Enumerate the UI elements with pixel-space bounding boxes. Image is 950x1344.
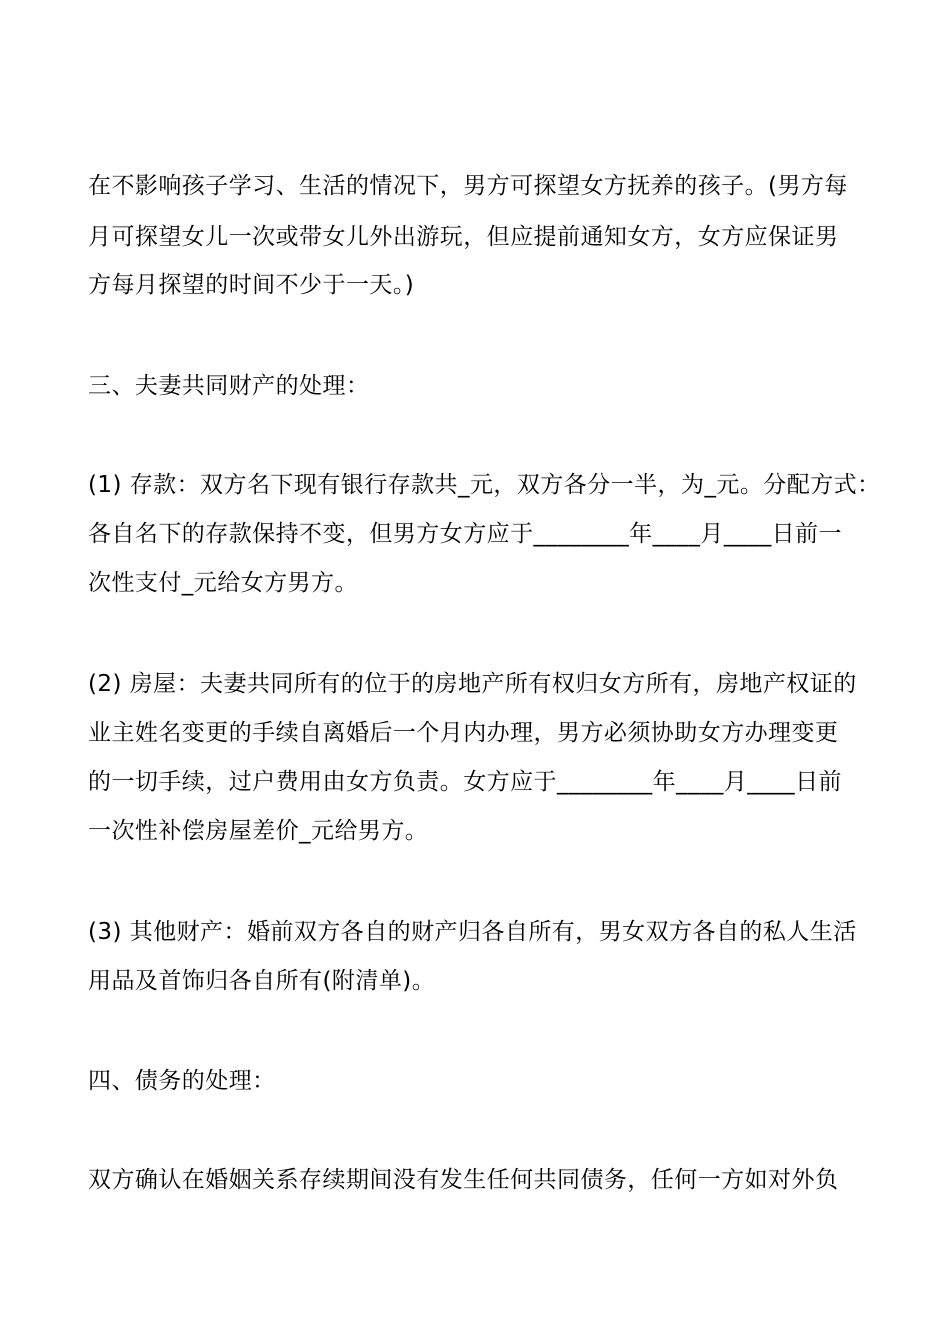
paragraph-savings-line-1: (1) 存款：双方名下现有银行存款共_元，双方各分一半，为_元。分配方式： [88, 472, 881, 498]
paragraph-debts-line-1: 双方确认在婚姻关系存续期间没有发生任何共同债务，任何一方如对外负 [88, 1167, 839, 1193]
paragraph-visitation-line-1: 在不影响孩子学习、生活的情况下，男方可探望女方抚养的孩子。(男方每 [88, 173, 848, 199]
paragraph-house-line-3: 的一切手续，过户费用由女方负责。女方应于________年____月____日前 [88, 769, 842, 795]
paragraph-visitation-line-3: 方每月探望的时间不少于一天。) [88, 272, 415, 298]
paragraph-other-property-line-1: (3) 其他财产：婚前双方各自的财产归各自所有，男女双方各自的私人生活 [88, 919, 857, 945]
paragraph-house-line-2: 业主姓名变更的手续自离婚后一个月内办理，男方必须协助女方办理变更 [88, 720, 839, 746]
paragraph-other-property-line-2: 用品及首饰归各自所有(附清单)。 [88, 968, 436, 994]
section-heading-debts: 四、债务的处理： [88, 1068, 276, 1094]
section-heading-property: 三、夫妻共同财产的处理： [88, 373, 370, 399]
paragraph-savings-line-2: 各自名下的存款保持不变，但男方女方应于________年____月____日前一 [88, 521, 842, 547]
paragraph-house-line-1: (2) 房屋：夫妻共同所有的位于的房地产所有权归女方所有，房地产权证的 [88, 671, 857, 697]
paragraph-savings-line-3: 次性支付_元给女方男方。 [88, 570, 358, 596]
paragraph-house-line-4: 一次性补偿房屋差价_元给男方。 [88, 818, 429, 844]
paragraph-visitation-line-2: 月可探望女儿一次或带女儿外出游玩，但应提前通知女方，女方应保证男 [88, 224, 839, 250]
